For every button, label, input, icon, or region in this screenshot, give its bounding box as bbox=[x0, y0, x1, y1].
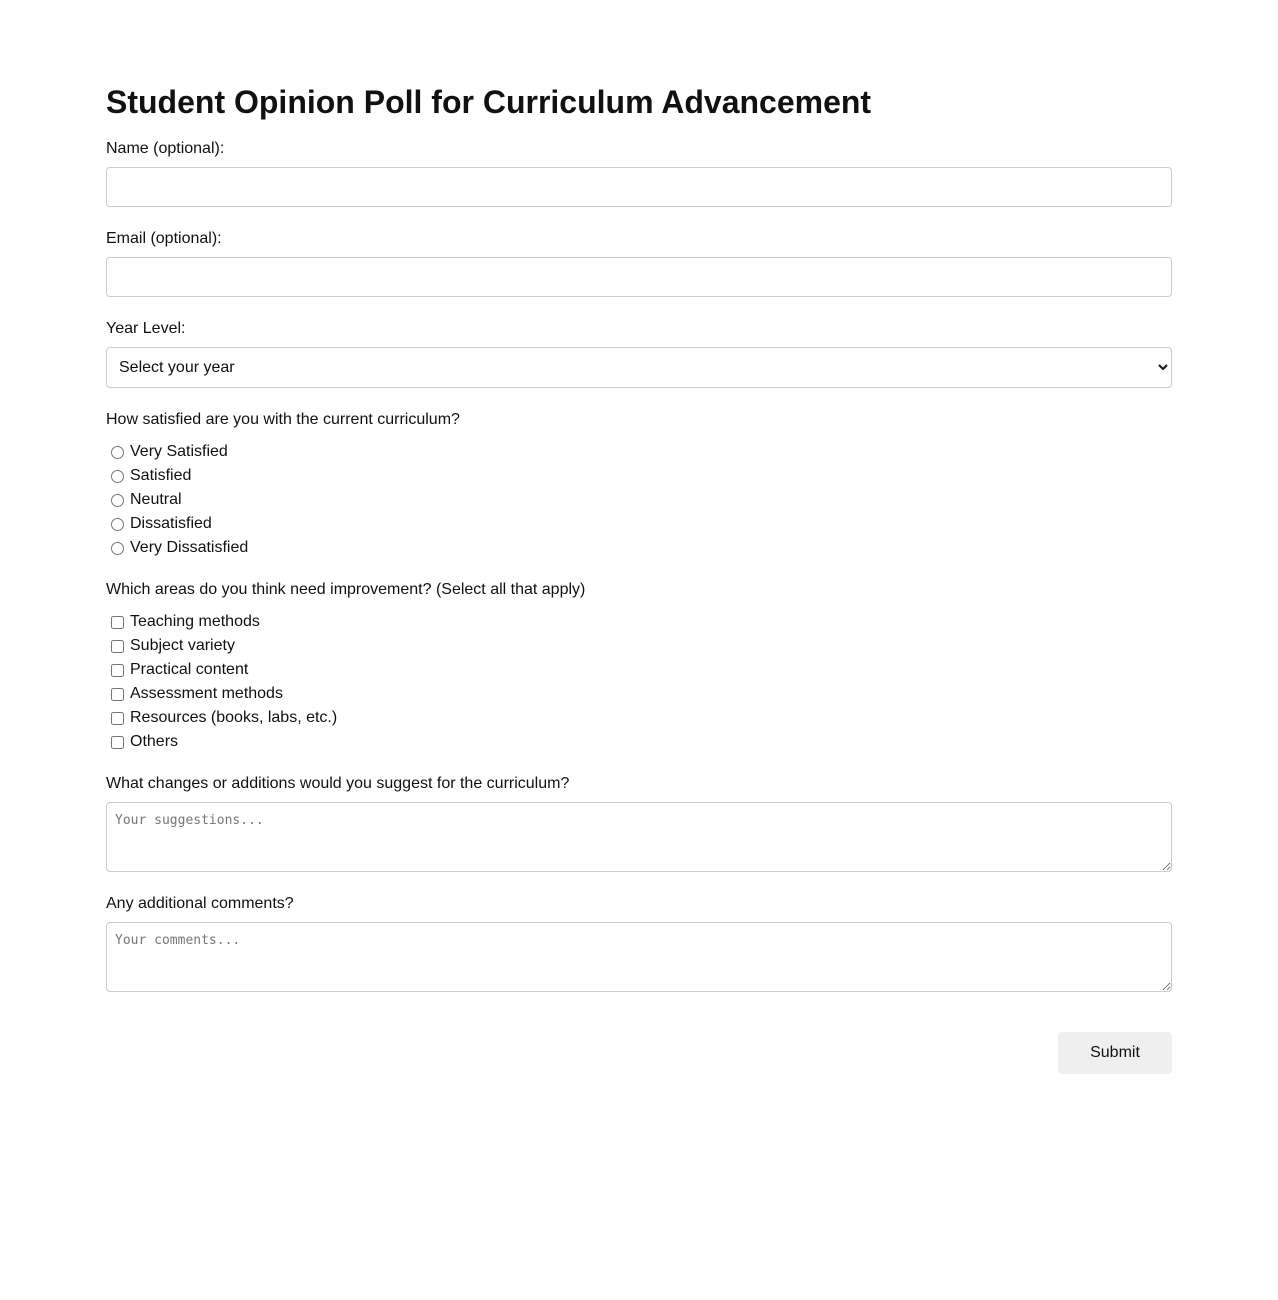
radio-option[interactable] bbox=[106, 536, 1172, 560]
option-label: Neutral bbox=[130, 491, 182, 508]
option-label: Assessment methods bbox=[130, 685, 283, 702]
name-label: Name (optional): bbox=[106, 140, 225, 157]
suggestions-label: What changes or additions would you suggest for the curriculum? bbox=[106, 775, 570, 792]
option-label: Teaching methods bbox=[130, 613, 260, 630]
checkbox[interactable] bbox=[111, 712, 124, 725]
option-label: Practical content bbox=[130, 661, 249, 678]
radio-button[interactable] bbox=[111, 494, 124, 507]
checkbox[interactable] bbox=[111, 640, 124, 653]
comments-textarea[interactable] bbox=[106, 922, 1172, 992]
radio-button[interactable] bbox=[111, 542, 124, 555]
checkbox[interactable] bbox=[111, 736, 124, 749]
name-input[interactable] bbox=[106, 167, 1172, 207]
option-label: Others bbox=[130, 733, 179, 750]
checkbox[interactable] bbox=[111, 664, 124, 677]
radio-button[interactable] bbox=[111, 446, 124, 459]
form-actions bbox=[106, 1032, 1172, 1074]
option-label: Resources (books, labs, etc.) bbox=[130, 709, 338, 726]
radio-option[interactable] bbox=[106, 488, 1172, 512]
email-label: Email (optional): bbox=[106, 230, 222, 247]
email-input[interactable] bbox=[106, 257, 1172, 297]
option-label: Very Satisfied bbox=[130, 443, 228, 460]
satisfaction-options bbox=[106, 440, 1172, 560]
satisfaction-question: How satisfied are you with the current curriculum? bbox=[106, 411, 460, 428]
option-label: Dissatisfied bbox=[130, 515, 212, 532]
improvement-question: Which areas do you think need improvement? (Select all that apply) bbox=[106, 581, 586, 598]
option-label: Very Dissatisfied bbox=[130, 539, 249, 556]
radio-button[interactable] bbox=[111, 518, 124, 531]
checkbox-option[interactable] bbox=[106, 730, 1172, 754]
poll-form bbox=[106, 0, 1172, 1074]
radio-button[interactable] bbox=[111, 470, 124, 483]
option-label: Subject variety bbox=[130, 637, 235, 654]
option-label: Satisfied bbox=[130, 467, 192, 484]
improvement-options bbox=[106, 610, 1172, 754]
radio-option[interactable] bbox=[106, 440, 1172, 464]
suggestions-textarea[interactable] bbox=[106, 802, 1172, 872]
year-select[interactable] bbox=[106, 347, 1172, 388]
page-title: Student Opinion Poll for Curriculum Advancement bbox=[106, 84, 872, 120]
year-label: Year Level: bbox=[106, 320, 186, 337]
checkbox-option[interactable] bbox=[106, 610, 1172, 634]
checkbox-option[interactable] bbox=[106, 658, 1172, 682]
radio-option[interactable] bbox=[106, 464, 1172, 488]
checkbox-option[interactable] bbox=[106, 682, 1172, 706]
checkbox[interactable] bbox=[111, 616, 124, 629]
radio-option[interactable] bbox=[106, 512, 1172, 536]
checkbox-option[interactable] bbox=[106, 634, 1172, 658]
comments-label: Any additional comments? bbox=[106, 895, 294, 912]
checkbox-option[interactable] bbox=[106, 706, 1172, 730]
submit-button[interactable]: Submit bbox=[1058, 1032, 1172, 1074]
checkbox[interactable] bbox=[111, 688, 124, 701]
